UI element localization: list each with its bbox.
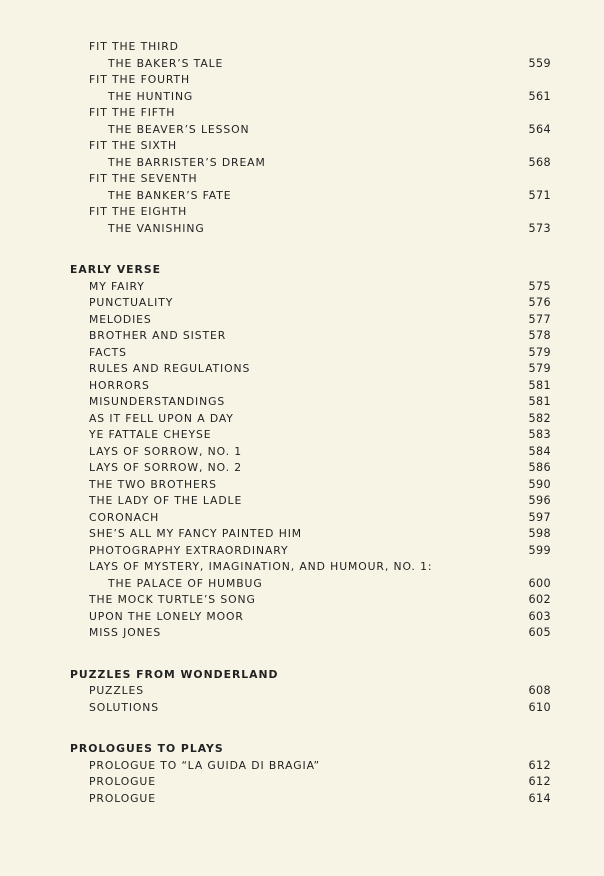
toc-entry-title: FIT THE THIRD: [89, 40, 179, 53]
toc-entry-title: LAYS OF MYSTERY, IMAGINATION, AND HUMOUR, NO. 1:: [89, 560, 433, 573]
toc-entry-page-number: 610: [528, 701, 551, 714]
toc-entry-title: THE BAKER’S TALE: [108, 57, 224, 70]
toc-entry-page-number: 571: [528, 189, 551, 202]
toc-entry: [0, 493, 604, 509]
toc-entry-title: FACTS: [89, 346, 127, 359]
toc-entry: [0, 559, 604, 575]
toc-entry: [0, 758, 604, 774]
toc-entry: [0, 774, 604, 790]
toc-entry-title: PROLOGUES TO PLAYS: [70, 742, 224, 755]
toc-entry-title: THE PALACE OF HUMBUG: [108, 577, 263, 590]
toc-entry: [0, 378, 604, 394]
toc-entry: [0, 138, 604, 154]
toc-entry-title: THE LADY OF THE LADLE: [89, 494, 243, 507]
toc-entry-page-number: 602: [528, 593, 551, 606]
toc-entry: [0, 56, 604, 72]
toc-entry-page-number: 584: [528, 445, 551, 458]
toc-entry-page-number: 598: [528, 527, 551, 540]
toc-entry-page-number: 581: [528, 379, 551, 392]
toc-entry-page-number: 579: [528, 346, 551, 359]
toc-entry-page-number: 579: [528, 362, 551, 375]
toc-entry-page-number: 608: [528, 684, 551, 697]
toc-entry-page-number: 576: [528, 296, 551, 309]
toc-entry-title: PUZZLES: [89, 684, 145, 697]
toc-entry-title: LAYS OF SORROW, NO. 1: [89, 445, 242, 458]
toc-entry-title: PROLOGUE TO “LA GUIDA DI BRAGIA”: [89, 759, 321, 772]
toc-entry-title: THE BEAVER’S LESSON: [108, 123, 250, 136]
toc-entry-title: FIT THE FOURTH: [89, 73, 191, 86]
toc-entry-page-number: 582: [528, 412, 551, 425]
toc-entry: [0, 155, 604, 171]
toc-entry-title: BROTHER AND SISTER: [89, 329, 227, 342]
toc-entry-title: FIT THE SIXTH: [89, 139, 178, 152]
toc-entry: [0, 312, 604, 328]
toc-entry-title: THE HUNTING: [108, 90, 194, 103]
toc-entry-page-number: 578: [528, 329, 551, 342]
toc-entry: [0, 625, 604, 641]
toc-entry: [0, 39, 604, 55]
toc-entry-title: RULES AND REGULATIONS: [89, 362, 251, 375]
toc-entry-page-number: 605: [528, 626, 551, 639]
toc-entry: [0, 460, 604, 476]
toc-entry: [0, 105, 604, 121]
toc-entry: [0, 394, 604, 410]
toc-entry-page-number: 599: [528, 544, 551, 557]
toc-entry-title: PHOTOGRAPHY EXTRAORDINARY: [89, 544, 289, 557]
toc-entry-title: THE BANKER’S FATE: [108, 189, 232, 202]
toc-entry: [0, 592, 604, 608]
toc-entry-page-number: 600: [528, 577, 551, 590]
toc-section-heading: [0, 741, 604, 757]
toc-entry-page-number: 586: [528, 461, 551, 474]
toc-entry-page-number: 590: [528, 478, 551, 491]
toc-entry-page-number: 575: [528, 280, 551, 293]
toc-section-heading: [0, 667, 604, 683]
toc-entry: [0, 221, 604, 237]
toc-entry: [0, 295, 604, 311]
toc-entry-title: HORRORS: [89, 379, 150, 392]
toc-entry-title: YE FATTALE CHEYSE: [89, 428, 212, 441]
toc-entry-title: SOLUTIONS: [89, 701, 160, 714]
toc-entry-title: LAYS OF SORROW, NO. 2: [89, 461, 242, 474]
toc-entry: [0, 122, 604, 138]
toc-entry-title: CORONACH: [89, 511, 160, 524]
toc-entry: [0, 444, 604, 460]
toc-entry-title: PROLOGUE: [89, 792, 156, 805]
toc-entry-page-number: 614: [528, 792, 551, 805]
toc-entry: [0, 188, 604, 204]
toc-entry-title: MELODIES: [89, 313, 152, 326]
toc-entry-title: AS IT FELL UPON A DAY: [89, 412, 234, 425]
toc-entry: [0, 510, 604, 526]
toc-entry: [0, 477, 604, 493]
toc-entry-title: MISS JONES: [89, 626, 162, 639]
toc-entry-title: FIT THE FIFTH: [89, 106, 176, 119]
toc-entry: [0, 171, 604, 187]
toc-entry-page-number: 561: [528, 90, 551, 103]
toc-entry: [0, 72, 604, 88]
toc-entry-title: THE BARRISTER’S DREAM: [108, 156, 266, 169]
toc-entry: [0, 345, 604, 361]
toc-entry: [0, 328, 604, 344]
toc-entry-title: FIT THE EIGHTH: [89, 205, 188, 218]
toc-entry-title: UPON THE LONELY MOOR: [89, 610, 244, 623]
toc-entry-page-number: 581: [528, 395, 551, 408]
toc-section-heading: [0, 262, 604, 278]
toc-entry: [0, 543, 604, 559]
toc-entry: [0, 361, 604, 377]
toc-entry-page-number: 564: [528, 123, 551, 136]
toc-entry: [0, 576, 604, 592]
toc-entry: [0, 204, 604, 220]
toc-entry-page-number: 568: [528, 156, 551, 169]
toc-entry: [0, 700, 604, 716]
toc-entry: [0, 791, 604, 807]
toc-entry-page-number: 596: [528, 494, 551, 507]
toc-entry-page-number: 573: [528, 222, 551, 235]
toc-entry-page-number: 597: [528, 511, 551, 524]
toc-entry-title: PUNCTUALITY: [89, 296, 174, 309]
toc-entry: [0, 526, 604, 542]
toc-entry-title: THE TWO BROTHERS: [89, 478, 217, 491]
toc-entry: [0, 609, 604, 625]
toc-entry-title: SHE’S ALL MY FANCY PAINTED HIM: [89, 527, 303, 540]
toc-entry: [0, 89, 604, 105]
toc-entry: [0, 279, 604, 295]
toc-entry: [0, 683, 604, 699]
toc-entry-title: PUZZLES FROM WONDERLAND: [70, 668, 279, 681]
toc-entry-page-number: 603: [528, 610, 551, 623]
toc-entry-title: THE MOCK TURTLE’S SONG: [89, 593, 256, 606]
toc-entry-title: THE VANISHING: [108, 222, 205, 235]
toc-entry-title: FIT THE SEVENTH: [89, 172, 198, 185]
toc-entry-page-number: 577: [528, 313, 551, 326]
toc-entry: [0, 411, 604, 427]
toc-entry-page-number: 559: [528, 57, 551, 70]
toc-entry-title: MY FAIRY: [89, 280, 145, 293]
toc-entry-title: MISUNDERSTANDINGS: [89, 395, 226, 408]
toc-entry: [0, 427, 604, 443]
toc-entry-title: PROLOGUE: [89, 775, 156, 788]
toc-entry-page-number: 583: [528, 428, 551, 441]
toc-entry-title: EARLY VERSE: [70, 263, 162, 276]
toc-entry-page-number: 612: [528, 759, 551, 772]
toc-entry-page-number: 612: [528, 775, 551, 788]
